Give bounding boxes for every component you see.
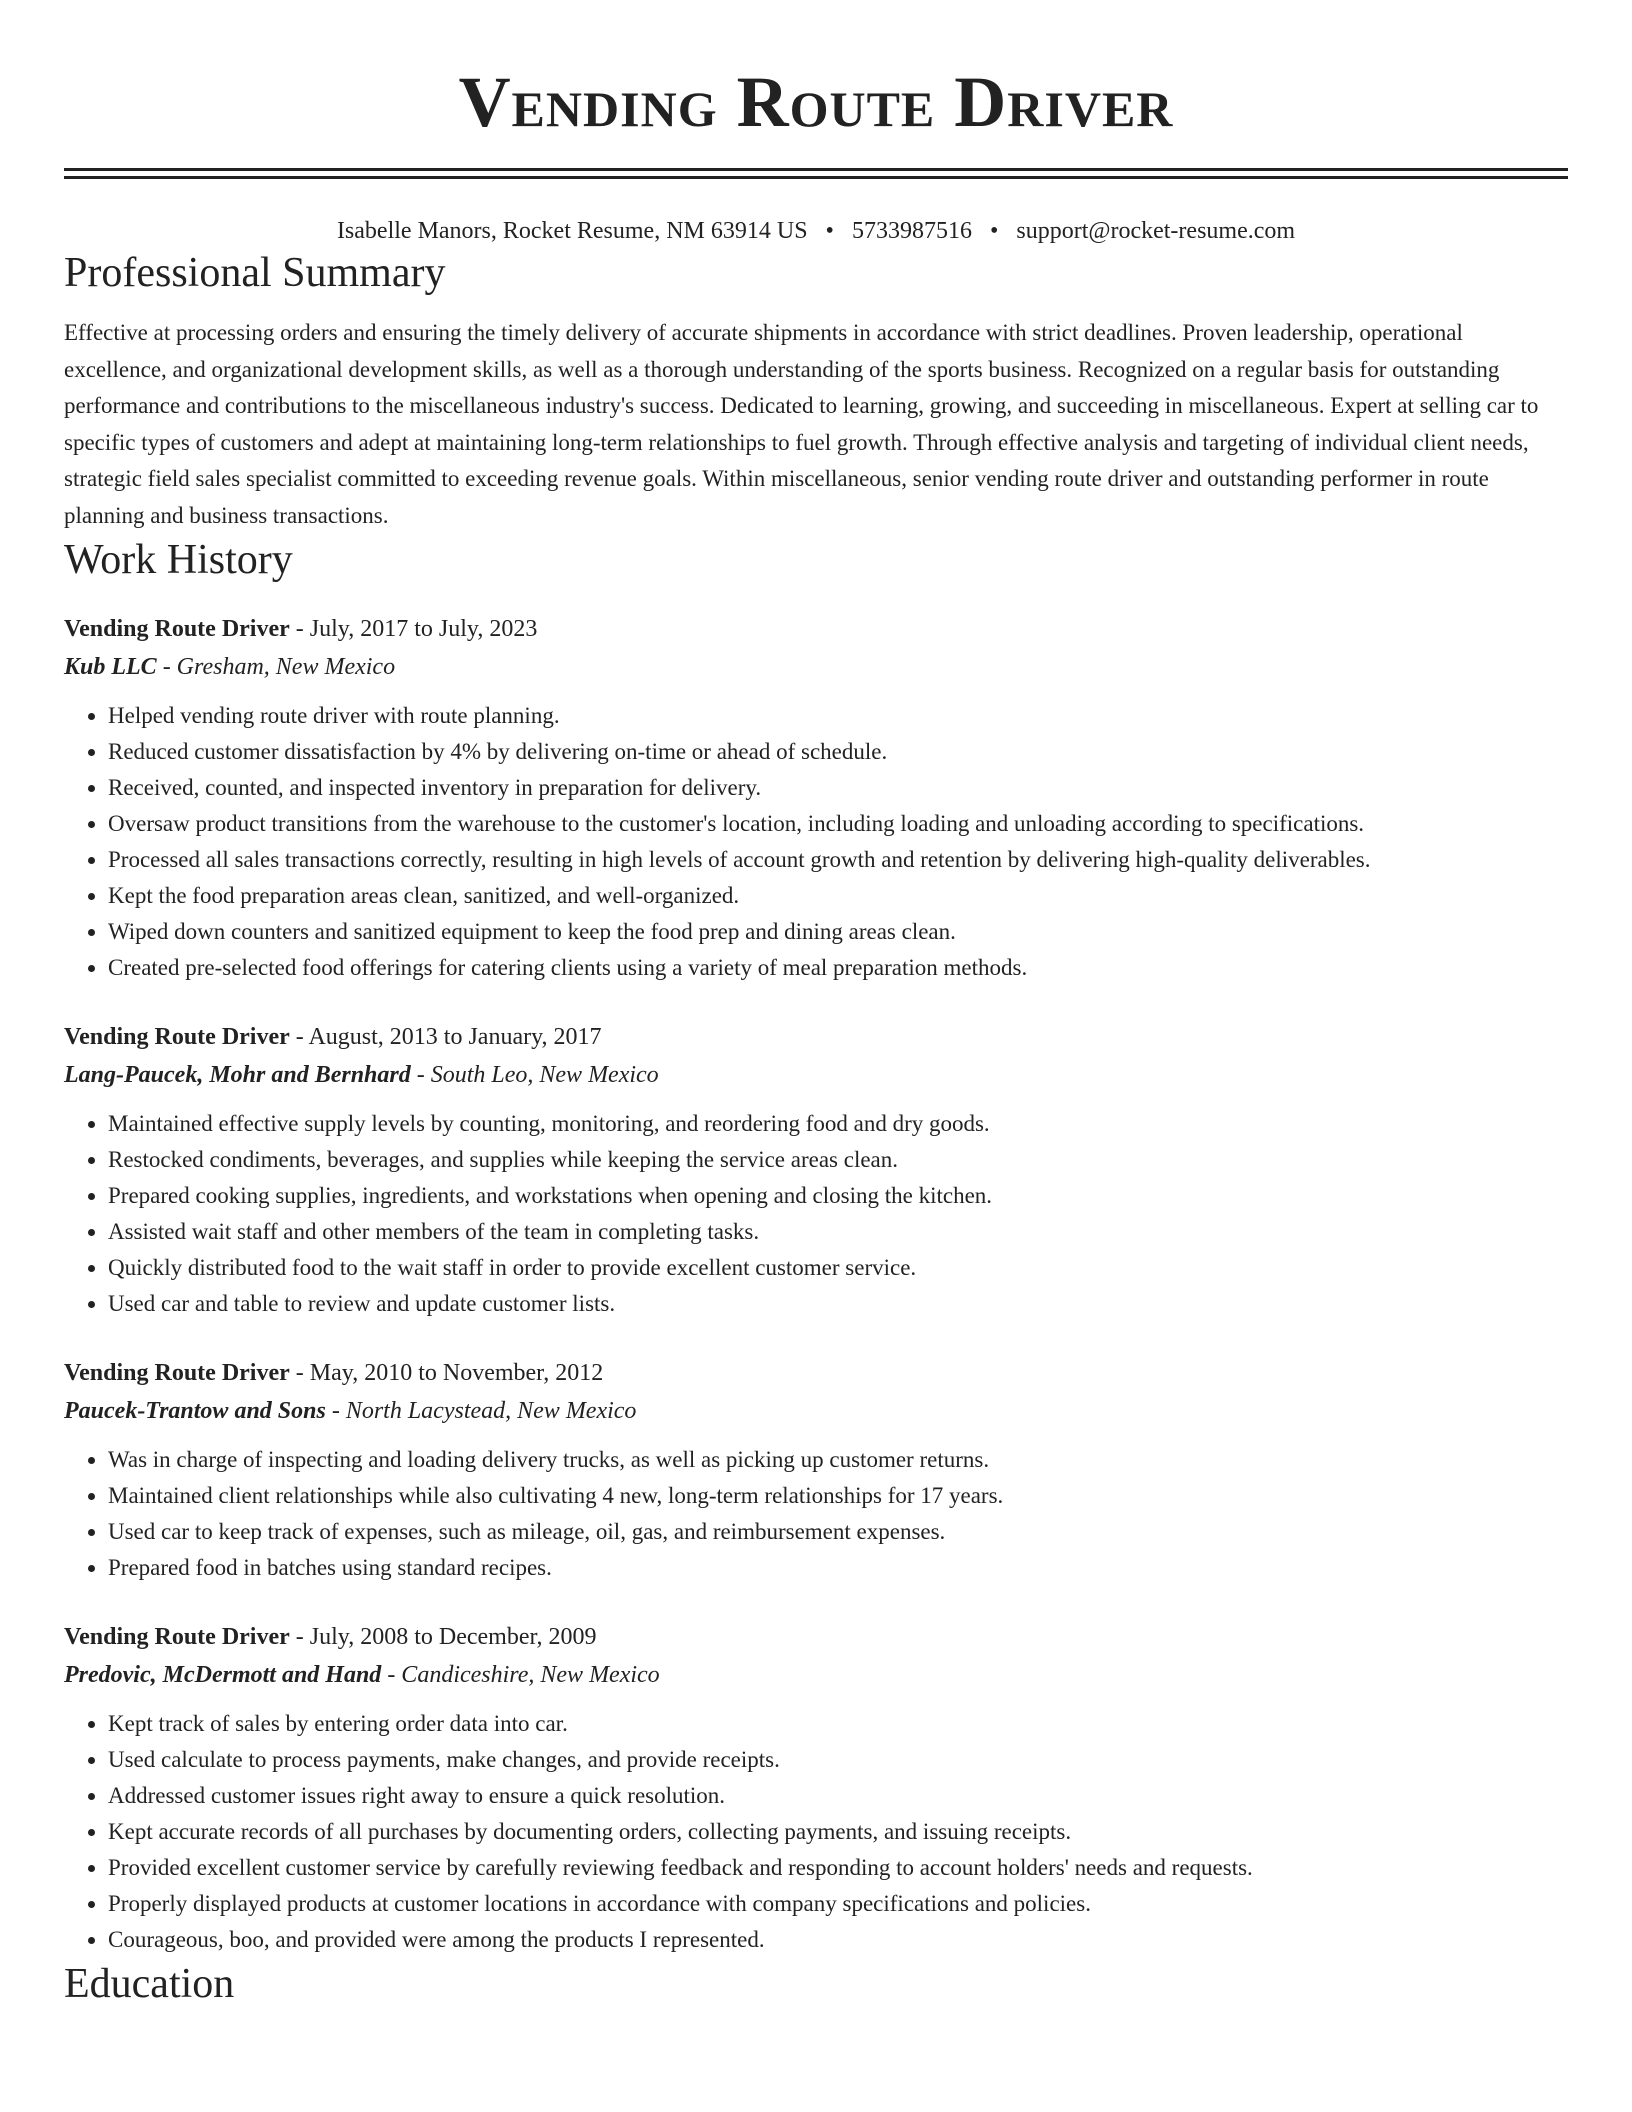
job-bullets [64,698,1568,986]
job-title: Vending Route Driver [64,1024,290,1050]
job-entry [64,1018,1568,1322]
job-bullets [64,1106,1568,1322]
job-entry [64,1354,1568,1586]
job-entry [64,1618,1568,1958]
job-location: - South Leo, New Mexico [410,1062,659,1088]
employer-line [64,1056,1568,1094]
company-name: Kub LLC [64,654,157,680]
job-dates: - May, 2010 to November, 2012 [289,1360,604,1386]
job-dates: - July, 2017 to July, 2023 [289,616,538,642]
list-item: • Used car to keep track of expenses, such as mileage, oil, gas, and reimbursement expenses. [108,1514,1568,1550]
job-dates: - August, 2013 to January, 2017 [289,1024,602,1050]
list-item: • Was in charge of inspecting and loading delivery trucks, as well as picking up customer returns. [108,1442,1568,1478]
summary-text: Effective at processing orders and ensuring the timely delivery of accurate shipments in accordance with strict deadlines. Proven leadership, operational excellence, and organizational development skills, as well as a thorough understanding of the sports business. Recognized on a regular basis for outstanding performance and contributions to the miscellaneous industry's success. Dedicated to learning, growing, and succeeding in miscellaneous. Expert at selling car to specific types of customers and adept at maintaining long-term relationships to fuel growth. Through effective analysis and targeting of individual client needs, strategic field sales specialist committed to exceeding revenue goals. Within miscellaneous, senior vending route driver and outstanding performer in route planning and business transactions. [64,320,1539,528]
list-item: • Used calculate to process payments, make changes, and provide receipts. [108,1742,1568,1778]
contact-separator: • [989,218,999,244]
job-title: Vending Route Driver [64,1624,290,1650]
company-name: Lang-Paucek, Mohr and Bernhard [64,1062,411,1088]
list-item: • Maintained effective supply levels by counting, monitoring, and reordering food and dry goods. [108,1106,1568,1142]
employer-line [64,1392,1568,1430]
job-location: - Gresham, New Mexico [156,654,396,680]
job-entry [64,610,1568,986]
job-title: Vending Route Driver [64,616,290,642]
list-item: • Restocked condiments, beverages, and supplies while keeping the service areas clean. [108,1142,1568,1178]
list-item: • Used car and table to review and update customer lists. [108,1286,1568,1322]
job-title-line [64,1354,1568,1392]
list-item: • Wiped down counters and sanitized equipment to keep the food prep and dining areas clean. [108,914,1568,950]
job-title: Vending Route Driver [64,1360,290,1386]
list-item: • Prepared food in batches using standard recipes. [108,1550,1568,1586]
company-name: Paucek-Trantow and Sons [64,1398,326,1424]
list-item: • Prepared cooking supplies, ingredients, and workstations when opening and closing the kitchen. [108,1178,1568,1214]
contact-address: Isabelle Manors, Rocket Resume, NM 63914 US [336,218,808,244]
list-item: • Quickly distributed food to the wait staff in order to provide excellent customer service. [108,1250,1568,1286]
contact-separator: • [825,218,834,244]
work-history-heading: Work History [64,537,293,583]
summary-heading: Professional Summary [64,250,446,296]
title-divider-top [64,168,1568,171]
job-title-line [64,1618,1568,1656]
job-location: - Candiceshire, New Mexico [381,1662,660,1688]
list-item: • Received, counted, and inspected inventory in preparation for delivery. [108,770,1568,806]
job-dates: - July, 2008 to December, 2009 [289,1624,597,1650]
resume-title: Vending Route Driver [458,62,1174,142]
employer-line [64,1656,1568,1694]
list-item: • Oversaw product transitions from the warehouse to the customer's location, including loading and unloading according to specifications. [108,806,1568,842]
job-title-line [64,610,1568,648]
list-item: • Kept the food preparation areas clean, sanitized, and well-organized. [108,878,1568,914]
list-item: • Courageous, boo, and provided were among the products I represented. [108,1922,1568,1958]
job-title-line [64,1018,1568,1056]
list-item: • Reduced customer dissatisfaction by 4% by delivering on-time or ahead of schedule. [108,734,1568,770]
list-item: • Addressed customer issues right away to ensure a quick resolution. [108,1778,1568,1814]
list-item: • Maintained client relationships while also cultivating 4 new, long-term relationships for 17 years. [108,1478,1568,1514]
list-item: • Properly displayed products at customer locations in accordance with company specifications and policies. [108,1886,1568,1922]
list-item: • Processed all sales transactions correctly, resulting in high levels of account growth and retention by delivering high-quality deliverables. [108,842,1568,878]
list-item: • Kept track of sales by entering order data into car. [108,1706,1568,1742]
contact-line [64,215,1568,247]
job-location: - North Lacystead, New Mexico [325,1398,637,1424]
job-bullets [64,1706,1568,1958]
title-divider-bottom [64,176,1568,179]
list-item: • Helped vending route driver with route planning. [108,698,1568,734]
list-item: • Assisted wait staff and other members of the team in completing tasks. [108,1214,1568,1250]
list-item: • Provided excellent customer service by carefully reviewing feedback and responding to account holders' needs and requests. [108,1850,1568,1886]
list-item: • Kept accurate records of all purchases by documenting orders, collecting payments, and issuing receipts. [108,1814,1568,1850]
job-bullets [64,1442,1568,1586]
education-heading: Education [64,1961,235,2007]
list-item: • Created pre-selected food offerings for catering clients using a variety of meal preparation methods. [108,950,1568,986]
contact-email: support@rocket-resume.com [1016,218,1296,244]
contact-phone: 5733987516 [851,218,972,244]
company-name: Predovic, McDermott and Hand [64,1662,382,1688]
employer-line [64,648,1568,686]
